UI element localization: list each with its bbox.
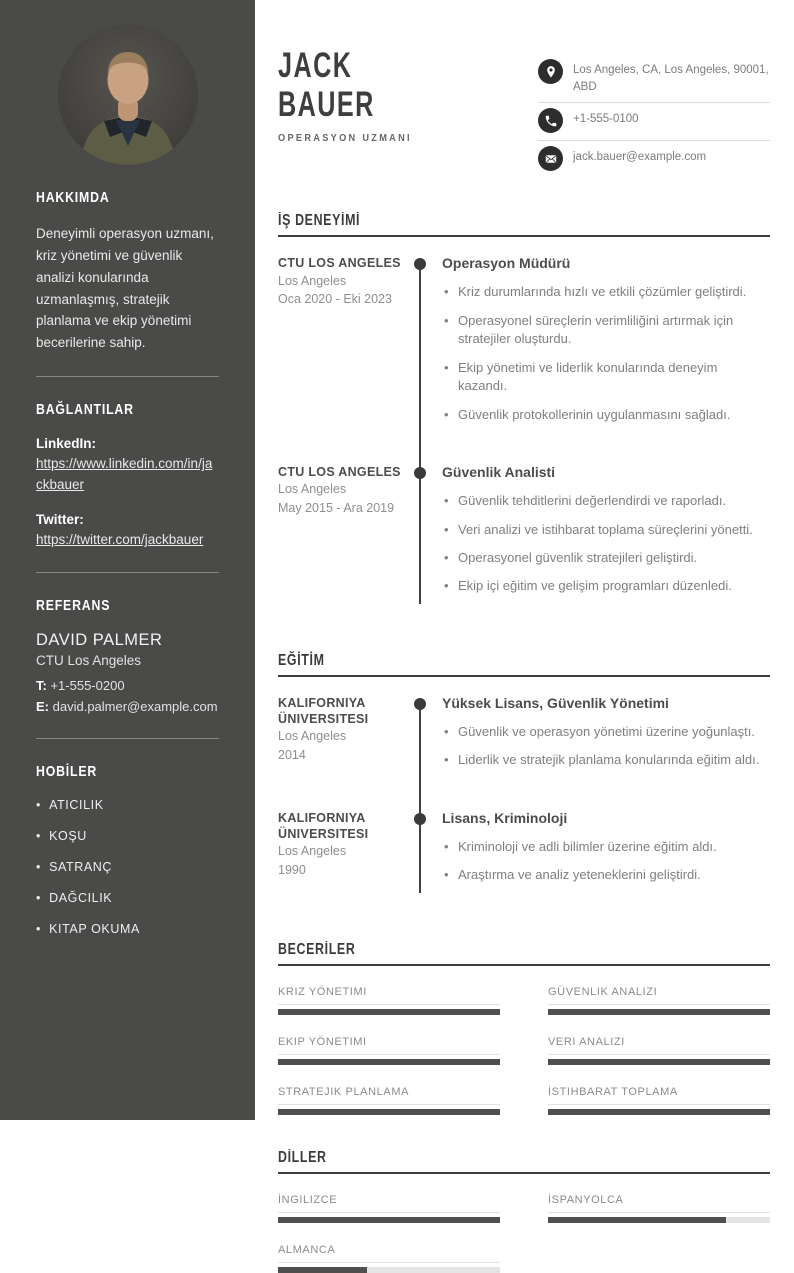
skill-bar-fill xyxy=(548,1009,770,1015)
hobby-list xyxy=(36,798,219,936)
education-entry xyxy=(278,695,770,792)
resume-header xyxy=(278,46,770,178)
links-section xyxy=(36,401,219,573)
bullet: • Operasyonel süreçlerin verimliliğini artırmak için stratejiler oluşturdu. xyxy=(442,312,770,349)
linkedin-link[interactable]: https://www.linkedin.com/in/jackbauer xyxy=(36,456,213,492)
timeline-dot xyxy=(414,813,426,825)
education-section xyxy=(278,652,770,907)
experience-heading-rule xyxy=(278,212,770,237)
skill-item xyxy=(548,1086,770,1115)
language-label: İNGILIZCE xyxy=(278,1194,500,1213)
language-bar-track xyxy=(278,1217,500,1223)
skills-grid xyxy=(278,986,770,1115)
entry-school: KALIFORNIYA ÜNIVERSITESI xyxy=(278,810,369,842)
twitter-label: Twitter: xyxy=(36,511,84,527)
skill-bar-fill xyxy=(278,1109,500,1115)
hobbies-section xyxy=(36,763,219,936)
entry-body xyxy=(442,810,770,895)
bullet-list xyxy=(442,283,770,424)
language-label: ALMANCA xyxy=(278,1244,500,1263)
bullet-list xyxy=(442,723,770,770)
linkedin-label: LinkedIn: xyxy=(36,436,96,452)
about-section xyxy=(36,189,219,377)
bullet: • Araştırma ve analiz yeteneklerini geliştirdi. xyxy=(442,866,770,884)
bullet: • Operasyonel güvenlik stratejileri geliştirdi. xyxy=(442,549,770,567)
bullet: • Kriz durumlarında hızlı ve etkili çözümler geliştirdi. xyxy=(442,283,770,301)
bullet: • Güvenlik tehditlerini değerlendirdi ve raporladı. xyxy=(442,492,770,510)
location-pin-icon xyxy=(538,59,563,84)
skill-label: GÜVENLIK ANALIZI xyxy=(548,986,770,1005)
skill-item xyxy=(278,986,500,1015)
skill-item xyxy=(278,1036,500,1065)
skills-heading-rule xyxy=(278,941,770,966)
bullet-list xyxy=(442,838,770,885)
bullet: • Güvenlik protokollerinin uygulanmasını sağladı. xyxy=(442,406,770,424)
skill-label: STRATEJIK PLANLAMA xyxy=(278,1086,500,1105)
skill-bar-track xyxy=(548,1059,770,1065)
contact-phone: +1-555-0100 xyxy=(573,113,639,126)
skill-label: EKIP YÖNETIMI xyxy=(278,1036,500,1055)
twitter-link-block xyxy=(36,510,219,551)
hobby-item: • ATICILIK xyxy=(36,798,219,812)
entry-title: Yüksek Lisans, Güvenlik Yönetimi xyxy=(442,694,669,711)
bullet: • Ekip içi eğitim ve gelişim programları düzenledi. xyxy=(442,577,770,595)
skill-bar-track xyxy=(278,1059,500,1065)
main-column xyxy=(255,0,794,1256)
skill-bar-track xyxy=(548,1109,770,1115)
entry-dates: 1990 xyxy=(278,863,306,878)
reference-section xyxy=(36,597,219,738)
language-item xyxy=(278,1194,500,1223)
skill-bar-track xyxy=(278,1109,500,1115)
skill-label: VERI ANALIZI xyxy=(548,1036,770,1055)
skill-item xyxy=(548,1036,770,1065)
skill-item xyxy=(548,986,770,1015)
bullet: • Güvenlik ve operasyon yönetimi üzerine yoğunlaştı. xyxy=(442,723,770,741)
contact-email: jack.bauer@example.com xyxy=(573,151,707,164)
bullet-list xyxy=(442,492,770,596)
linkedin-link-block xyxy=(36,434,219,495)
languages-heading: DİLLER xyxy=(278,1148,327,1166)
reference-email: david.palmer@example.com xyxy=(52,698,218,714)
experience-heading: İŞ DENEYİMİ xyxy=(278,212,361,230)
entry-meta xyxy=(278,464,412,606)
language-bar-track xyxy=(278,1267,500,1273)
sidebar xyxy=(0,0,255,1120)
timeline xyxy=(412,810,442,895)
entry-location: Los Angeles xyxy=(278,273,347,288)
sidebar-divider xyxy=(36,572,219,573)
entry-meta xyxy=(278,255,412,434)
skill-bar-track xyxy=(548,1009,770,1015)
profile-photo xyxy=(58,25,198,165)
entry-location: Los Angeles xyxy=(278,482,347,497)
language-bar-fill xyxy=(278,1267,367,1273)
skill-label: KRIZ YÖNETIMI xyxy=(278,986,500,1005)
profile-photo-illustration xyxy=(58,25,198,165)
reference-phone: +1-555-0200 xyxy=(50,678,125,694)
timeline xyxy=(412,255,442,434)
timeline-dot xyxy=(414,258,426,270)
entry-meta xyxy=(278,810,412,895)
about-text: Deneyimli operasyon uzmanı, kriz yönetimi ve güvenlik analizi konularında uzmanlaşmış, stratejik planlama ve ekip yönetimi becerilerine sahip. xyxy=(36,226,214,351)
languages-section xyxy=(278,1149,770,1273)
entry-body xyxy=(442,695,770,780)
reference-heading: REFERANS xyxy=(36,597,111,615)
hobby-item: • SATRANÇ xyxy=(36,860,219,874)
entry-company: CTU LOS ANGELES xyxy=(278,256,401,271)
sidebar-divider xyxy=(36,376,219,377)
twitter-link[interactable]: https://twitter.com/jackbauer xyxy=(36,532,204,548)
languages-heading-rule xyxy=(278,1149,770,1174)
hobby-item: • KITAP OKUMA xyxy=(36,922,219,936)
reference-email-row xyxy=(36,698,219,716)
entry-dates: 2014 xyxy=(278,748,306,763)
skill-bar-fill xyxy=(548,1109,770,1115)
contact-location-row xyxy=(538,54,770,103)
bullet: • Kriminoloji ve adli bilimler üzerine eğitim aldı. xyxy=(442,838,770,856)
timeline-dot xyxy=(414,698,426,710)
skill-label: İSTIHBARAT TOPLAMA xyxy=(548,1086,770,1105)
entry-title: Güvenlik Analisti xyxy=(442,464,556,481)
reference-organization: CTU Los Angeles xyxy=(36,653,142,669)
job-title: OPERASYON UZMANI xyxy=(278,133,412,145)
contact-phone-row xyxy=(538,103,770,141)
entry-location: Los Angeles xyxy=(278,729,347,744)
timeline xyxy=(412,695,442,780)
entry-company: CTU LOS ANGELES xyxy=(278,465,401,480)
contact-email-row xyxy=(538,141,770,178)
last-name: BAUER xyxy=(278,85,375,125)
education-entry xyxy=(278,810,770,907)
skill-bar-fill xyxy=(278,1059,500,1065)
reference-phone-label: T: xyxy=(36,678,47,694)
skill-bar-fill xyxy=(278,1009,500,1015)
name-block xyxy=(278,46,424,146)
phone-icon xyxy=(538,108,563,133)
about-heading: HAKKIMDA xyxy=(36,189,110,206)
reference-name: DAVID PALMER xyxy=(36,631,163,650)
bullet: • Veri analizi ve istihbarat toplama süreçlerini yönetti. xyxy=(442,521,770,539)
experience-entry xyxy=(278,464,770,618)
languages-grid xyxy=(278,1194,770,1273)
hobby-item: • KOŞU xyxy=(36,829,219,843)
entry-title: Lisans, Kriminoloji xyxy=(442,809,568,826)
entry-location: Los Angeles xyxy=(278,844,347,859)
entry-title: Operasyon Müdürü xyxy=(442,255,571,272)
language-bar-track xyxy=(548,1217,770,1223)
hobby-item: • DAĞCILIK xyxy=(36,891,219,905)
sidebar-divider xyxy=(36,738,219,739)
timeline xyxy=(412,464,442,606)
experience-entry xyxy=(278,255,770,446)
links-heading: BAĞLANTILAR xyxy=(36,401,134,419)
language-item xyxy=(548,1194,770,1223)
language-item xyxy=(278,1244,500,1273)
skill-bar-track xyxy=(278,1009,500,1015)
skill-bar-fill xyxy=(548,1059,770,1065)
timeline-dot xyxy=(414,467,426,479)
entry-meta xyxy=(278,695,412,780)
language-bar-fill xyxy=(278,1217,500,1223)
entry-dates: May 2015 - Ara 2019 xyxy=(278,501,395,516)
reference-email-label: E: xyxy=(36,698,49,714)
education-heading-rule xyxy=(278,652,770,677)
entry-body xyxy=(442,255,770,434)
bullet: • Liderlik ve stratejik planlama konularında eğitim aldı. xyxy=(442,751,770,769)
skill-item xyxy=(278,1086,500,1115)
skills-section xyxy=(278,941,770,1115)
language-bar-fill xyxy=(548,1217,726,1223)
email-icon xyxy=(538,146,563,171)
entry-body xyxy=(442,464,770,606)
education-heading: EĞİTİM xyxy=(278,651,325,669)
contact-location: Los Angeles, CA, Los Angeles, 90001, ABD xyxy=(573,64,769,93)
language-label: İSPANYOLCA xyxy=(548,1194,770,1213)
bullet: • Ekip yönetimi ve liderlik konularında deneyim kazandı. xyxy=(442,359,770,396)
first-name: JACK xyxy=(278,46,353,85)
entry-school: KALIFORNIYA ÜNIVERSITESI xyxy=(278,695,369,727)
hobbies-heading: HOBİLER xyxy=(36,762,98,780)
contact-block xyxy=(538,54,770,178)
skills-heading: BECERİLER xyxy=(278,940,356,958)
experience-section xyxy=(278,212,770,618)
reference-phone-row xyxy=(36,677,219,695)
entry-dates: Oca 2020 - Eki 2023 xyxy=(278,292,392,307)
